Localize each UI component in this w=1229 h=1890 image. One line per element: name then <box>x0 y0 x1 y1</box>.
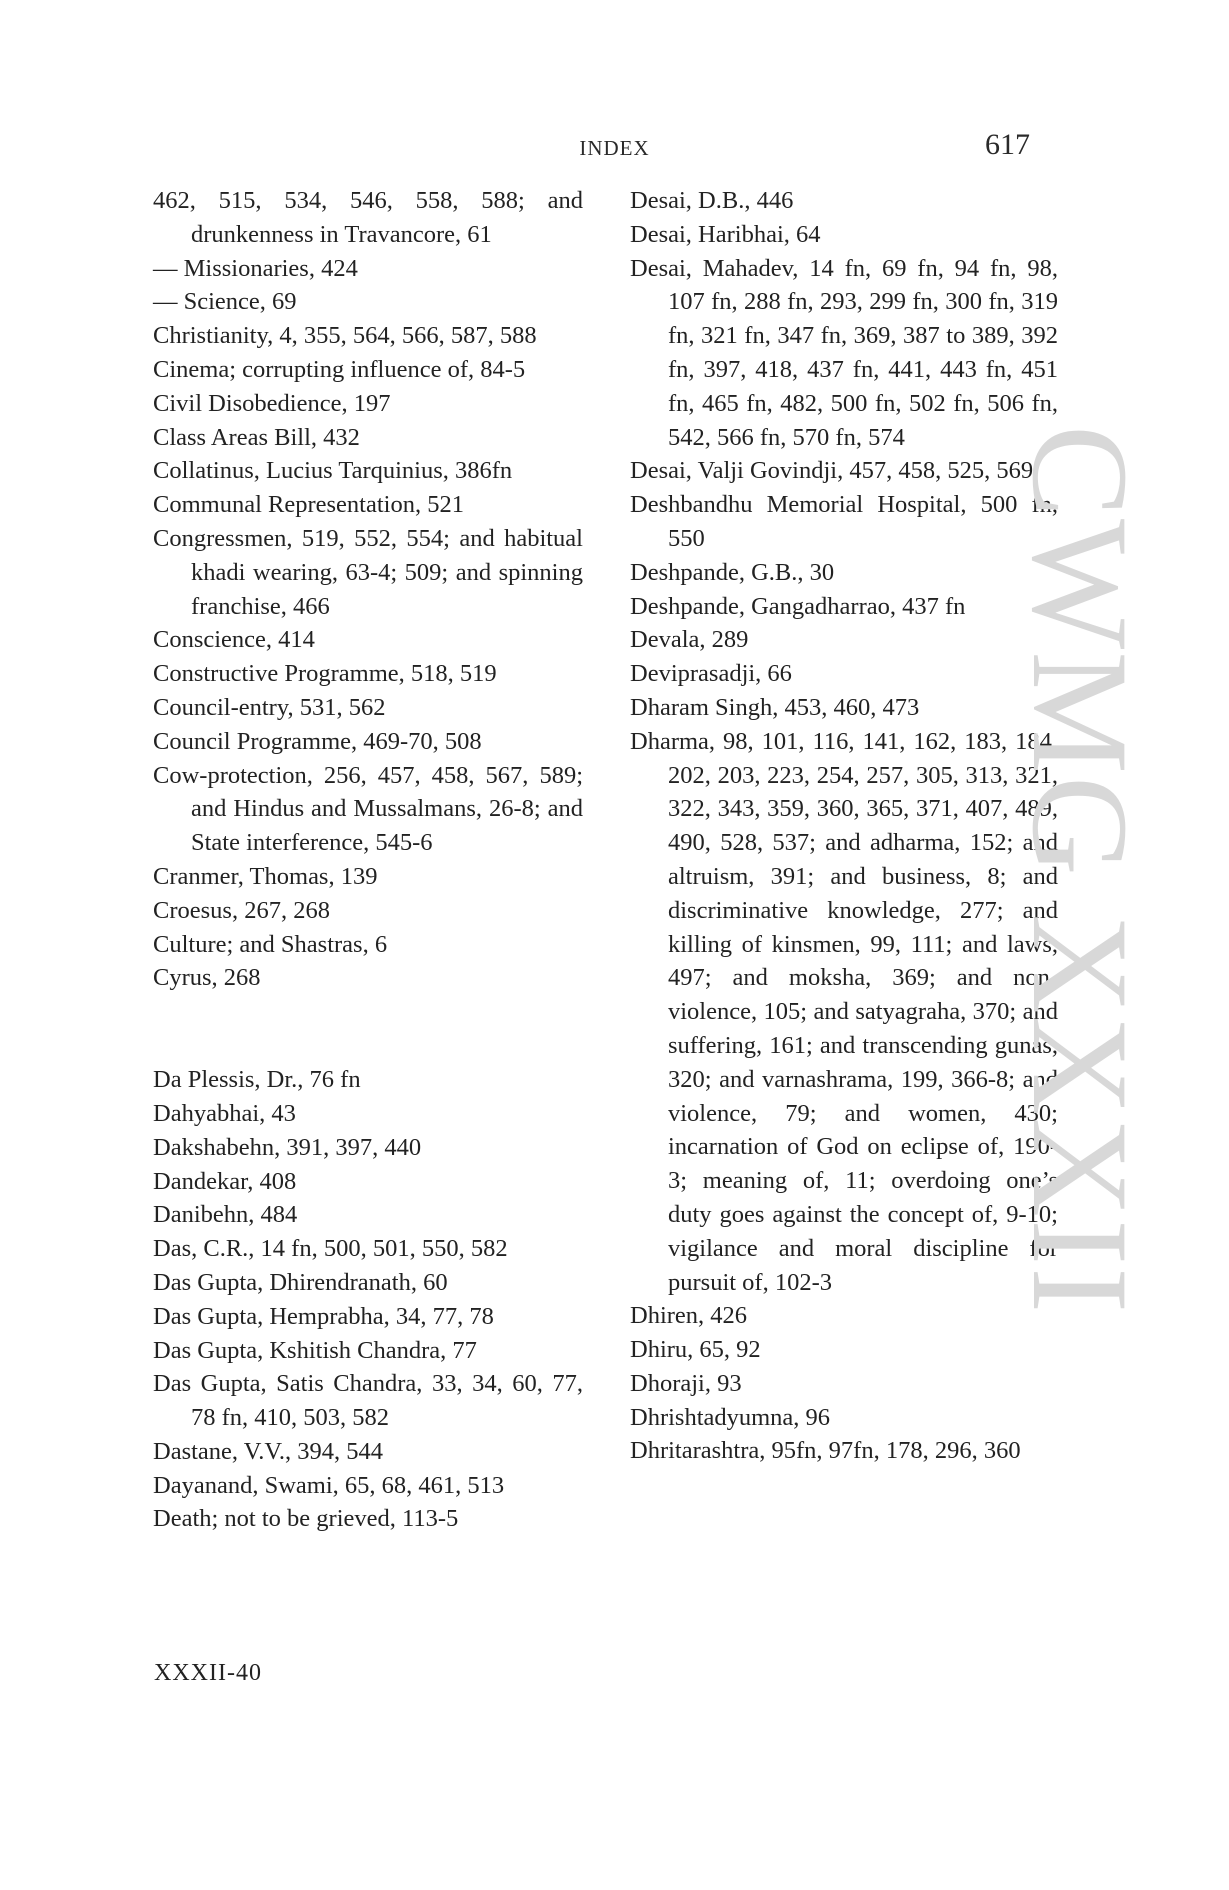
index-entry: Class Areas Bill, 432 <box>153 423 360 451</box>
index-entry: Conscience, 414 <box>153 626 315 654</box>
index-entry: Dhrishtadyumna, 96 <box>630 1403 831 1431</box>
index-entry: Deshpande, Gangadharrao, 437 fn <box>630 592 966 620</box>
index-entry: Communal Representation, 521 <box>153 491 464 519</box>
left-entries-b <box>153 1063 583 1536</box>
index-entry: Dahyabhai, 43 <box>153 1099 296 1127</box>
index-entry: Das, C.R., 14 fn, 500, 501, 550, 582 <box>153 1235 508 1263</box>
index-entry: Dharma, 98, 101, 116, 141, 162, 183, 184, 202, 203, 223, 254, 257, 305, 313, 321, 322, 343, 359, 360, 365, 371, 407, 489, 490, 528, 537; and adharma, 152; and altruism, 391; and business, 8; and discriminative knowledge, 277; and killing of kinsmen, 99, 111; and laws, 497; and moksha, 369; and non-violence, 105; and satyagraha, 370; and suffering, 161; and transcending gunas, 320; and varnashrama, 199, 366-8; and violence, 79; and women, 430; incarnation of God on eclipse of, 190-3; meaning of, 11; overdoing one’s duty goes against the concept of, 9-10; vigilance and moral discipline for pursuit of, 102-3 <box>630 727 1058 1296</box>
left-entries-a <box>153 184 583 995</box>
index-entry: Desai, Haribhai, 64 <box>630 220 821 248</box>
index-entry: Dharam Singh, 453, 460, 473 <box>630 693 920 721</box>
index-entry: Deshpande, G.B., 30 <box>630 558 835 586</box>
watermark-text: CWMG XXXII <box>1004 425 1157 1316</box>
watermark <box>1004 425 1157 1475</box>
index-entry: Dandekar, 408 <box>153 1167 297 1195</box>
index-entry: Council Programme, 469-70, 508 <box>153 727 482 755</box>
index-entry: 462, 515, 534, 546, 558, 588; and drunkenness in Travancore, 61 <box>153 187 583 248</box>
index-entry: Desai, D.B., 446 <box>630 187 794 214</box>
index-entry: Das Gupta, Kshitish Chandra, 77 <box>153 1336 477 1364</box>
index-entry: Constructive Programme, 518, 519 <box>153 660 497 688</box>
index-entry: Das Gupta, Satis Chandra, 33, 34, 60, 77, 78 fn, 410, 503, 582 <box>153 1370 583 1432</box>
index-entry: Dhoraji, 93 <box>630 1369 742 1397</box>
index-entry: Cinema; corrupting influence of, 84-5 <box>153 355 526 383</box>
index-entry: Dakshabehn, 391, 397, 440 <box>153 1133 422 1161</box>
index-entry: Dhritarashtra, 95fn, 97fn, 178, 296, 360 <box>630 1437 1021 1465</box>
right-entries <box>630 184 1058 1468</box>
index-entry: Croesus, 267, 268 <box>153 896 330 924</box>
index-entry: Dhiru, 65, 92 <box>630 1336 761 1364</box>
index-entry: Das Gupta, Hemprabha, 34, 77, 78 <box>153 1302 494 1330</box>
index-entry: Death; not to be grieved, 113-5 <box>153 1505 459 1533</box>
index-entry: — Missionaries, 424 <box>153 254 358 282</box>
index-entry: Deshbandhu Memorial Hospital, 500 fn, 550 <box>630 491 1058 552</box>
section-gap <box>153 995 583 1063</box>
index-entry: Congressmen, 519, 552, 554; and habitual khadi wearing, 63-4; 509; and spinning franchise, 466 <box>153 524 583 620</box>
index-entry: Dayanand, Swami, 65, 68, 461, 513 <box>153 1471 505 1499</box>
index-entry: Da Plessis, Dr., 76 fn <box>153 1066 361 1094</box>
index-entry: Das Gupta, Dhirendranath, 60 <box>153 1268 448 1296</box>
index-entry: Desai, Mahadev, 14 fn, 69 fn, 94 fn, 98, 107 fn, 288 fn, 293, 299 fn, 300 fn, 319 fn, 321 fn, 347 fn, 369, 387 to 389, 392 fn, 397, 418, 437 fn, 441, 443 fn, 451 fn, 465 fn, 482, 500 fn, 502 fn, 506 fn, 542, 566 fn, 570 fn, 574 <box>630 254 1058 451</box>
index-entry: Civil Disobedience, 197 <box>153 389 391 417</box>
index-entry: Cyrus, 268 <box>153 964 261 992</box>
index-entry: Collatinus, Lucius Tarquinius, 386fn <box>153 457 513 485</box>
left-column <box>153 184 583 1536</box>
index-entry: Dastane, V.V., 394, 544 <box>153 1437 384 1465</box>
index-entry: Danibehn, 484 <box>153 1201 298 1229</box>
signature-mark: XXXII-40 <box>154 1660 262 1686</box>
index-entry: Cranmer, Thomas, 139 <box>153 862 378 890</box>
index-entry: Desai, Valji Govindji, 457, 458, 525, 569 <box>630 457 1034 485</box>
index-entry: Culture; and Shastras, 6 <box>153 930 388 958</box>
right-column <box>630 184 1058 1468</box>
index-entry: Devala, 289 <box>630 626 749 654</box>
index-entry: — Science, 69 <box>153 288 297 316</box>
index-entry: Christianity, 4, 355, 564, 566, 587, 588 <box>153 322 537 350</box>
running-header: INDEX <box>579 136 650 160</box>
index-entry: Dhiren, 426 <box>630 1302 748 1330</box>
index-entry: Cow-protection, 256, 457, 458, 567, 589; and Hindus and Mussalmans, 26-8; and State interference, 545-6 <box>153 761 583 857</box>
index-entry: Deviprasadji, 66 <box>630 660 792 688</box>
page-number: 617 <box>985 128 1030 161</box>
index-entry: Council-entry, 531, 562 <box>153 693 386 721</box>
